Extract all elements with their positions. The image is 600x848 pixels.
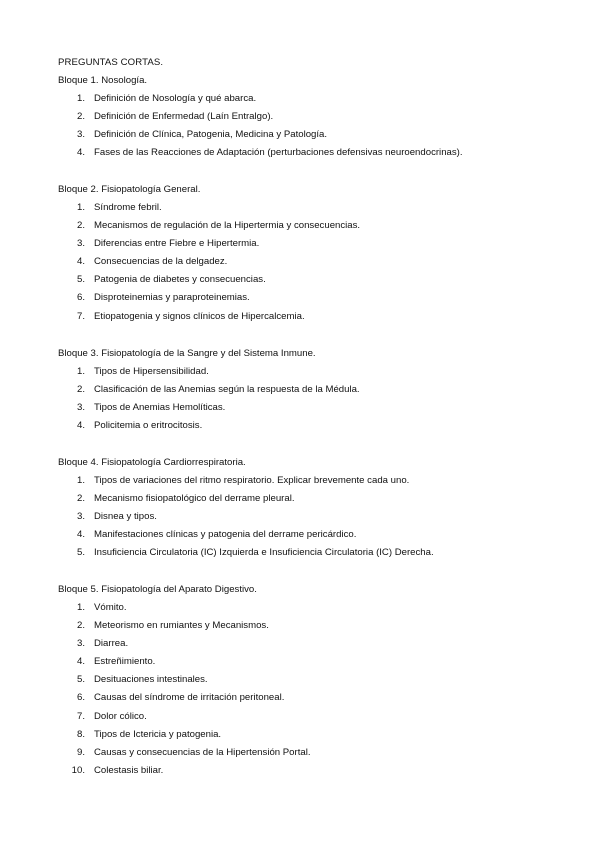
item-number: 5. <box>76 674 85 686</box>
list-item <box>58 311 578 329</box>
item-text: Colestasis biliar. <box>94 764 164 776</box>
item-text: Síndrome febril. <box>94 202 162 213</box>
list-item <box>58 529 578 547</box>
bloque-5 <box>58 584 578 783</box>
item-number: 2. <box>76 620 85 632</box>
item-text: Definición de Enfermedad (Laín Entralgo). <box>94 111 274 123</box>
item-number: 4. <box>76 529 85 541</box>
bloque-3 <box>58 348 578 438</box>
item-text: Meteorismo en rumiantes y Mecanismos. <box>94 620 269 632</box>
item-number: 10. <box>71 764 85 776</box>
item-number: 1. <box>76 93 85 104</box>
list-item <box>58 202 578 220</box>
list-item <box>58 129 578 147</box>
item-text: Fases de las Reacciones de Adaptación (perturbaciones defensivas neuroendocrinas). <box>94 147 463 159</box>
list-item <box>58 747 578 765</box>
item-number: 2. <box>76 220 85 232</box>
item-text: Causas y consecuencias de la Hipertensión Portal. <box>94 746 311 758</box>
bloque-heading: Bloque 1. Nosología. <box>58 75 148 86</box>
list-item <box>58 511 578 529</box>
bloque-heading: Bloque 2. Fisiopatología General. <box>58 184 201 195</box>
page-title: PREGUNTAS CORTAS. <box>58 57 164 68</box>
item-text: Dolor cólico. <box>94 710 147 722</box>
bloque-2 <box>58 184 578 329</box>
bloque-items <box>58 475 578 565</box>
bloque-items <box>58 93 578 165</box>
list-item <box>58 111 578 129</box>
item-number: 2. <box>76 493 85 505</box>
list-item <box>58 384 578 402</box>
item-number: 3. <box>76 129 85 141</box>
item-text: Vómito. <box>94 602 127 613</box>
list-item <box>58 692 578 710</box>
item-number: 3. <box>76 638 85 650</box>
item-text: Estreñimiento. <box>94 656 156 668</box>
item-text: Mecanismo fisiopatológico del derrame pleural. <box>94 493 295 505</box>
item-text: Etiopatogenia y signos clínicos de Hipercalcemia. <box>94 310 305 322</box>
list-item <box>58 93 578 111</box>
item-number: 6. <box>76 292 85 304</box>
item-text: Tipos de variaciones del ritmo respiratorio. Explicar brevemente cada uno. <box>94 475 410 486</box>
list-item <box>58 256 578 274</box>
item-text: Policitemia o eritrocitosis. <box>94 420 203 432</box>
list-item <box>58 493 578 511</box>
list-item <box>58 729 578 747</box>
item-number: 2. <box>76 384 85 396</box>
bloque-heading: Bloque 4. Fisiopatología Cardiorrespiratoria. <box>58 457 246 468</box>
item-number: 3. <box>76 402 85 414</box>
bloque-heading: Bloque 5. Fisiopatología del Aparato Digestivo. <box>58 584 257 595</box>
bloque-items <box>58 202 578 329</box>
list-item <box>58 475 578 493</box>
item-text: Consecuencias de la delgadez. <box>94 256 228 268</box>
item-text: Tipos de Hipersensibilidad. <box>94 366 209 377</box>
item-number: 3. <box>76 238 85 250</box>
item-text: Mecanismos de regulación de la Hipertermia y consecuencias. <box>94 220 361 232</box>
bloque-items <box>58 602 578 783</box>
bloque-4 <box>58 457 578 565</box>
list-item <box>58 274 578 292</box>
item-number: 5. <box>76 547 85 559</box>
item-number: 7. <box>76 310 85 322</box>
list-item <box>58 220 578 238</box>
list-item <box>58 602 578 620</box>
item-text: Patogenia de diabetes y consecuencias. <box>94 274 266 286</box>
item-text: Manifestaciones clínicas y patogenia del derrame pericárdico. <box>94 529 357 541</box>
item-number: 5. <box>76 274 85 286</box>
list-item <box>58 711 578 729</box>
item-number: 6. <box>76 692 85 704</box>
item-number: 1. <box>76 202 85 213</box>
item-text: Insuficiencia Circulatoria (IC) Izquierda e Insuficiencia Circulatoria (IC) Derecha. <box>94 547 434 559</box>
item-number: 4. <box>76 656 85 668</box>
list-item <box>58 620 578 638</box>
item-number: 7. <box>76 710 85 722</box>
bloque-heading: Bloque 3. Fisiopatología de la Sangre y del Sistema Inmune. <box>58 348 316 359</box>
item-number: 1. <box>76 475 85 486</box>
item-text: Clasificación de las Anemias según la respuesta de la Médula. <box>94 384 360 396</box>
item-number: 2. <box>76 111 85 123</box>
item-text: Tipos de Ictericia y patogenia. <box>94 728 222 740</box>
item-text: Definición de Clínica, Patogenia, Medicina y Patología. <box>94 129 328 141</box>
item-text: Definición de Nosología y qué abarca. <box>94 93 257 104</box>
list-item <box>58 674 578 692</box>
list-item <box>58 420 578 438</box>
list-item <box>58 147 578 165</box>
list-item <box>58 765 578 783</box>
list-item <box>58 638 578 656</box>
list-item <box>58 238 578 256</box>
item-number: 4. <box>76 256 85 268</box>
item-number: 1. <box>76 366 85 377</box>
bloque-items <box>58 366 578 438</box>
item-text: Diarrea. <box>94 638 129 650</box>
item-text: Disnea y tipos. <box>94 511 157 523</box>
item-text: Tipos de Anemias Hemolíticas. <box>94 402 226 414</box>
item-number: 4. <box>76 147 85 159</box>
item-text: Desituaciones intestinales. <box>94 674 208 686</box>
item-number: 4. <box>76 420 85 432</box>
list-item <box>58 402 578 420</box>
item-number: 8. <box>76 728 85 740</box>
bloque-1 <box>58 75 578 165</box>
list-item <box>58 547 578 565</box>
list-item <box>58 292 578 310</box>
item-number: 1. <box>76 602 85 613</box>
item-text: Causas del síndrome de irritación peritoneal. <box>94 692 285 704</box>
list-item <box>58 366 578 384</box>
item-number: 9. <box>76 746 85 758</box>
item-text: Disproteinemias y paraproteinemias. <box>94 292 250 304</box>
list-item <box>58 656 578 674</box>
item-number: 3. <box>76 511 85 523</box>
item-text: Diferencias entre Fiebre e Hipertermia. <box>94 238 260 250</box>
